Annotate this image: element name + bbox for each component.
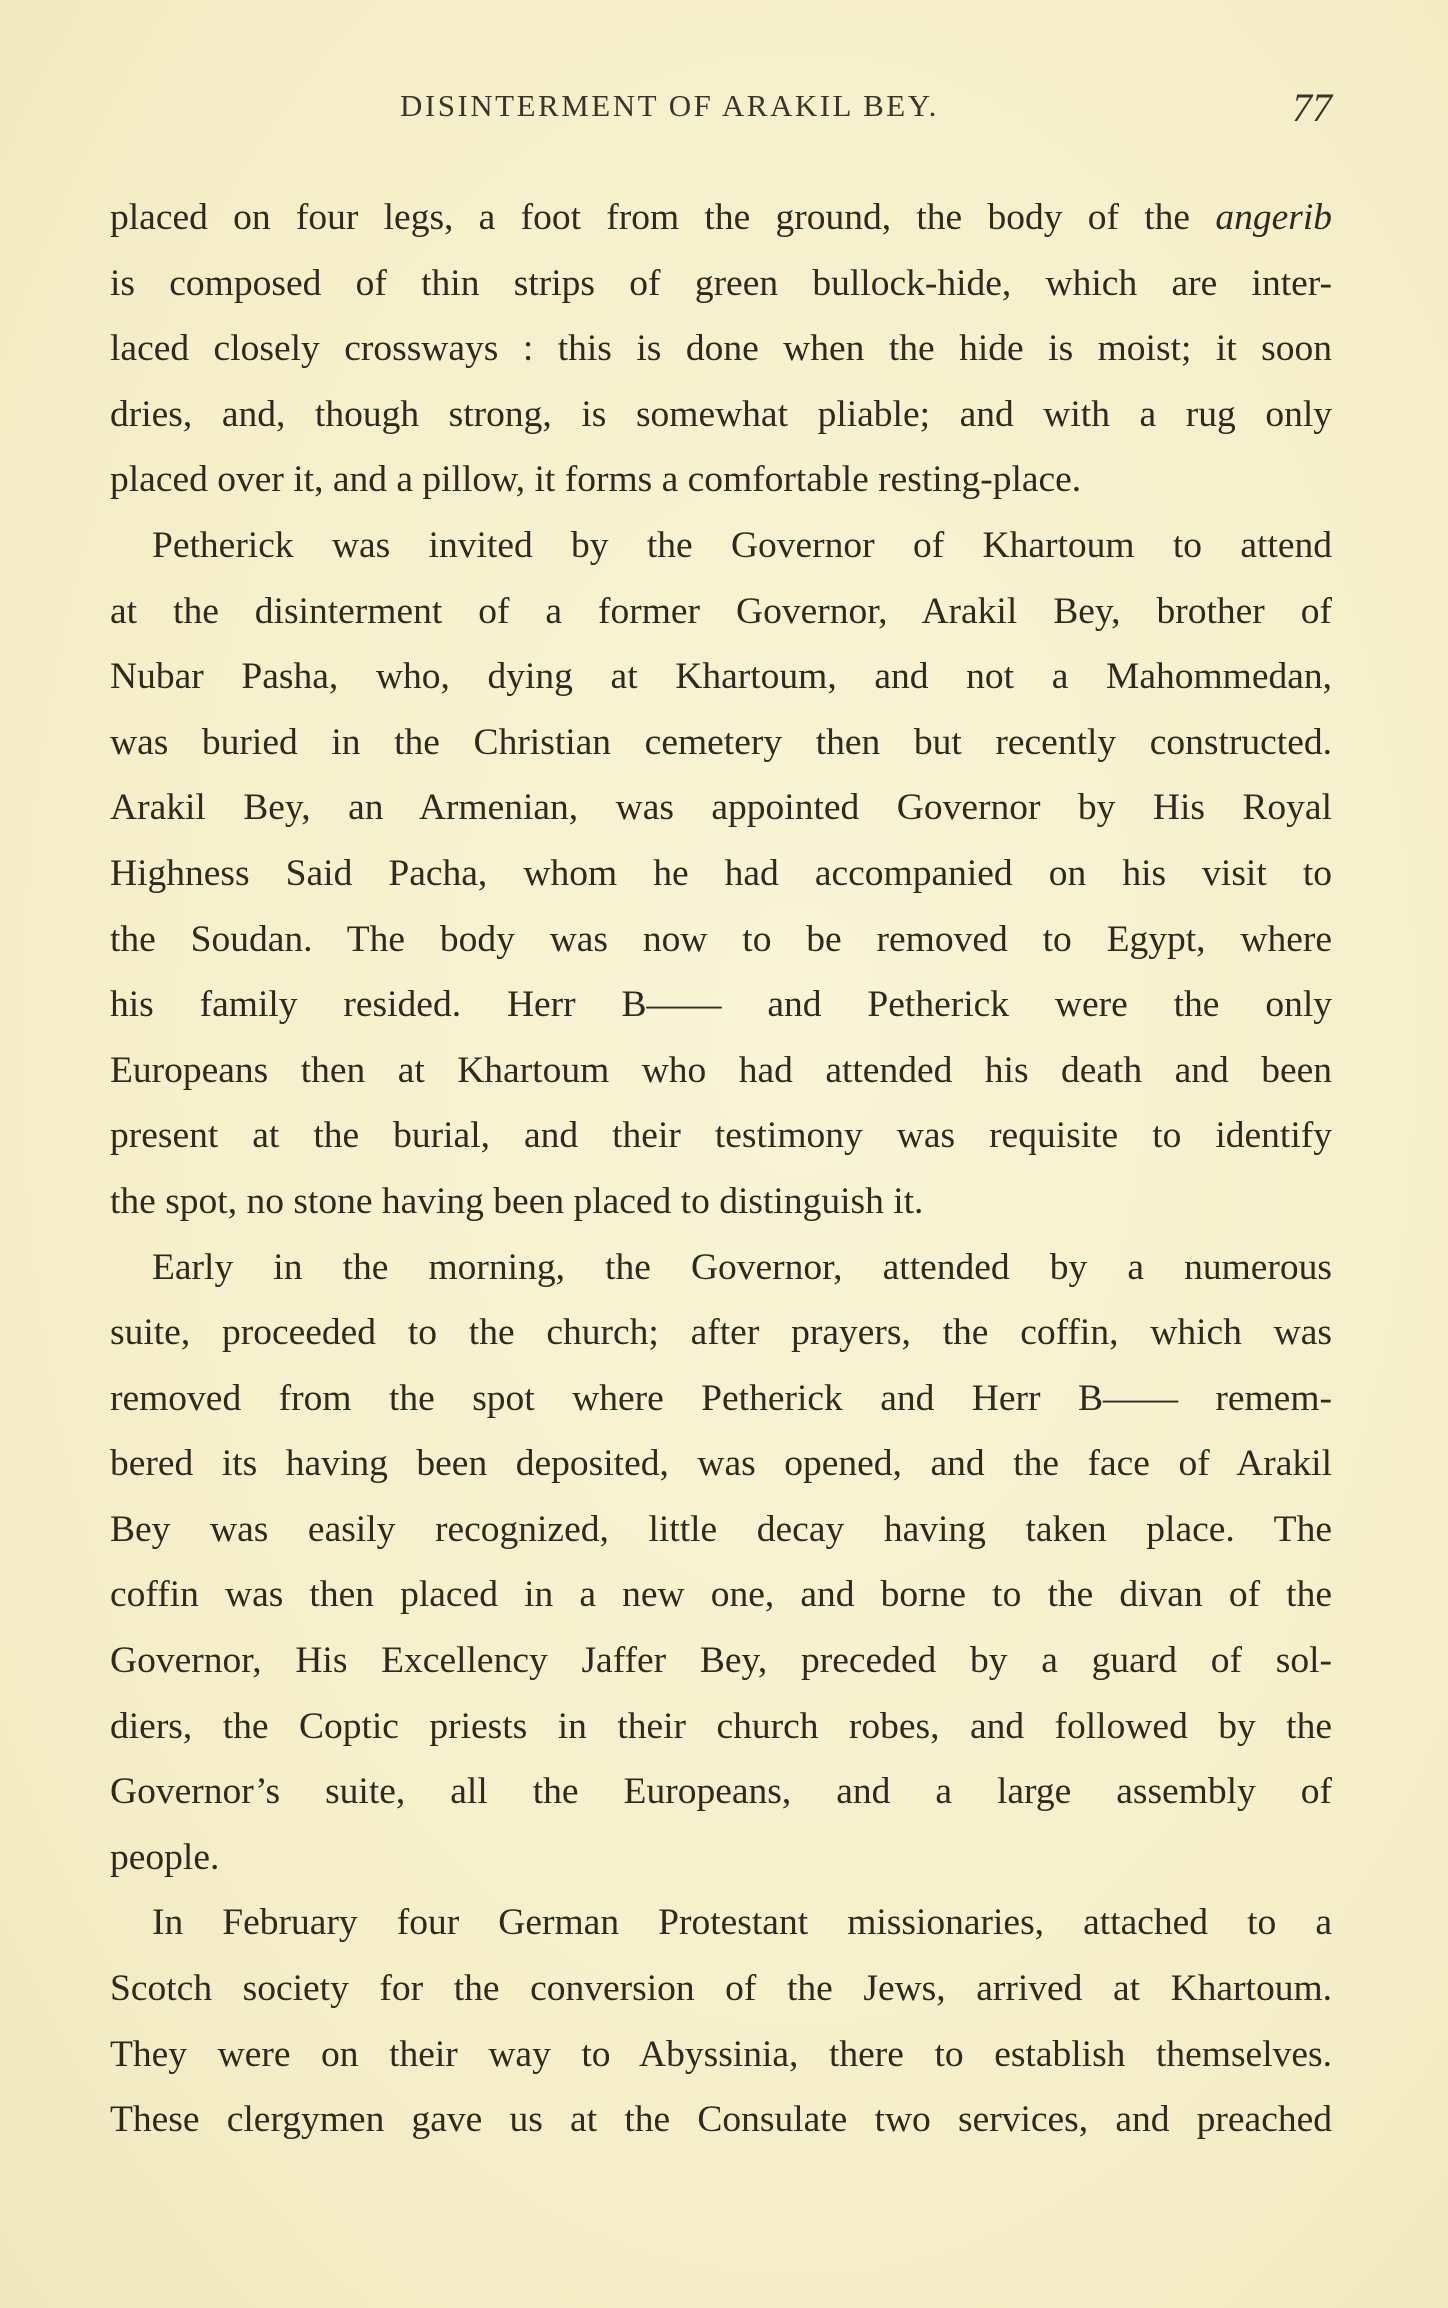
- text-line: placed on four legs, a foot from the ground, the body of the angerib: [110, 197, 1332, 238]
- page-number: 77: [1292, 85, 1332, 130]
- text-line: his family resided. Herr B—— and Petherick were the only: [110, 984, 1332, 1026]
- text-line: Highness Said Pacha, whom he had accompanied on his visit to: [110, 852, 1332, 894]
- text-line: is composed of thin strips of green bullock-hide, which are inter-: [110, 262, 1332, 304]
- italic-word: angerib: [1215, 197, 1332, 238]
- text-line: at the disinterment of a former Governor, Arakil Bey, brother of: [110, 590, 1332, 632]
- paragraph: [110, 513, 1332, 1235]
- text-line: They were on their way to Abyssinia, there to establish themselves.: [110, 2033, 1332, 2075]
- text-line: the spot, no stone having been placed to distinguish it.: [110, 1180, 924, 1222]
- text-line: Nubar Pasha, who, dying at Khartoum, and not a Mahommedan,: [110, 656, 1332, 698]
- paragraph: [110, 1235, 1332, 1891]
- text-line: was buried in the Christian cemetery then but recently constructed.: [110, 721, 1332, 763]
- text-line: Governor, His Excellency Jaffer Bey, preceded by a guard of sol-: [110, 1640, 1332, 1682]
- text-line: Petherick was invited by the Governor of Khartoum to attend: [152, 524, 1332, 566]
- running-head: DISINTERMENT OF ARAKIL BEY.: [400, 88, 939, 123]
- text-line: Europeans then at Khartoum who had attended his death and been: [110, 1049, 1332, 1091]
- page-header: [110, 85, 1332, 132]
- text-line: dries, and, though strong, is somewhat pliable; and with a rug only: [110, 393, 1332, 435]
- text-line: Early in the morning, the Governor, attended by a numerous: [152, 1246, 1332, 1288]
- text-line: the Soudan. The body was now to be removed to Egypt, where: [110, 918, 1332, 960]
- text-line: Arakil Bey, an Armenian, was appointed Governor by His Royal: [110, 787, 1332, 829]
- text-line: present at the burial, and their testimony was requisite to identify: [110, 1115, 1332, 1157]
- text-line: suite, proceeded to the church; after prayers, the coffin, which was: [110, 1312, 1332, 1354]
- text-line: laced closely crossways : this is done when the hide is moist; it soon: [110, 328, 1332, 370]
- text-line: placed over it, and a pillow, it forms a comfortable resting-place.: [110, 459, 1082, 501]
- text-line: coffin was then placed in a new one, and borne to the divan of the: [110, 1574, 1332, 1616]
- paragraph: [110, 1890, 1332, 2152]
- text-line: Scotch society for the conversion of the Jews, arrived at Khartoum.: [110, 1968, 1332, 2010]
- text-line: removed from the spot where Petherick and Herr B—— remem-: [110, 1377, 1332, 1419]
- text-line: diers, the Coptic priests in their church robes, and followed by the: [110, 1705, 1332, 1747]
- text-line: Bey was easily recognized, little decay having taken place. The: [110, 1508, 1332, 1550]
- text-line: Governor’s suite, all the Europeans, and a large assembly of: [110, 1771, 1332, 1813]
- text-line: bered its having been deposited, was opened, and the face of Arakil: [110, 1443, 1332, 1485]
- text-line: These clergymen gave us at the Consulate two services, and preached: [110, 2099, 1332, 2141]
- text-line: In February four German Protestant missionaries, attached to a: [152, 1902, 1332, 1944]
- text-line: people.: [110, 1836, 220, 1878]
- body-text: [110, 185, 1332, 2153]
- paragraph: [110, 185, 1332, 513]
